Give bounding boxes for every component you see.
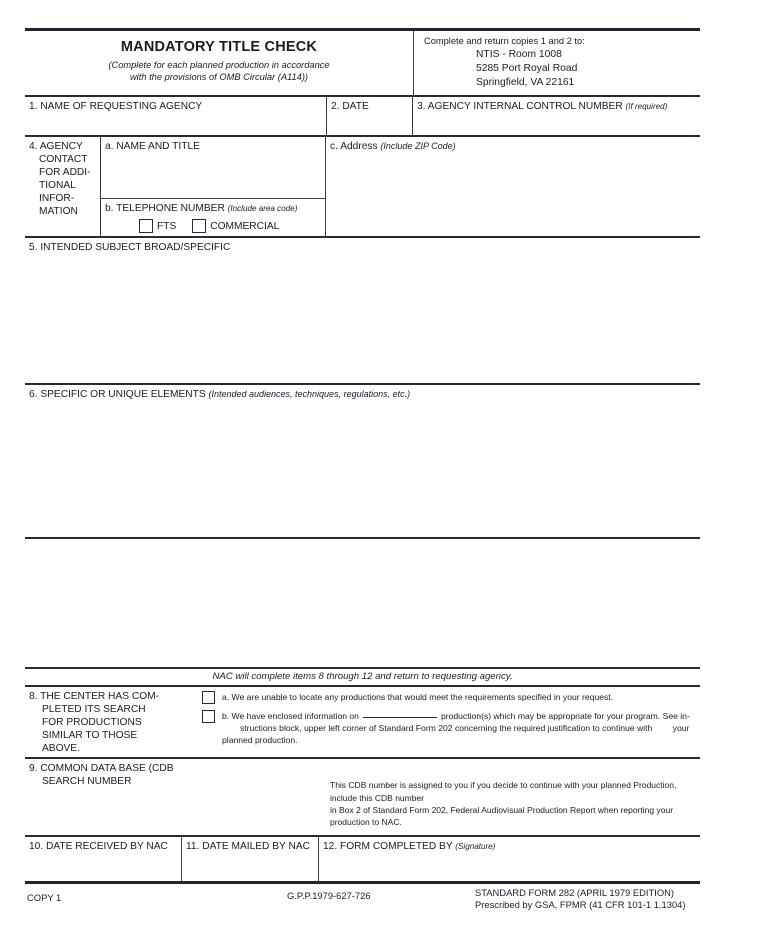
row-item-8 <box>25 687 700 757</box>
item8-label-line3: FOR PRODUCTIONS <box>42 717 142 729</box>
field-label-item6-note: (Intended audiences, techniques, regulations, etc.) <box>208 389 411 400</box>
telephone-type-checkboxes <box>105 215 325 233</box>
field-form-completed-by[interactable] <box>318 837 700 881</box>
item4-label-line4: TIONAL <box>39 180 76 192</box>
field-requesting-agency[interactable] <box>25 97 326 135</box>
return-address-line2: 5285 Port Royal Road <box>476 63 578 75</box>
item8-option-a-text: a. We are unable to locate any productions that would meet the requirements specified in your request. <box>222 692 614 703</box>
return-address-line1: NTIS - Room 1008 <box>476 49 562 61</box>
item8-option-b-text <box>222 710 696 747</box>
item9-note-line1: This CDB number is assigned to you if you decide to continue with your planned Production, include this CDB number <box>330 780 677 803</box>
row-item-4 <box>25 137 700 236</box>
form-footer <box>25 884 700 923</box>
item9-note-line2: in Box 2 of Standard Form 202, Federal Audiovisual Production Report when reporting your production to NAC. <box>330 804 674 828</box>
checkbox-enclosed-information[interactable] <box>202 710 215 723</box>
item8-option-a[interactable] <box>202 691 696 704</box>
row-item-10-11-12 <box>25 837 700 881</box>
page-title: MANDATORY TITLE CHECK <box>120 39 318 55</box>
row-item-9 <box>25 759 700 834</box>
field-label-item9 <box>25 759 190 834</box>
field-label-item6-text: 6. SPECIFIC OR UNIQUE ELEMENTS <box>29 389 206 401</box>
field-date-mailed-by-nac[interactable] <box>181 837 318 881</box>
item4-middle-column <box>100 137 326 236</box>
checkbox-fts-label: FTS <box>157 220 177 232</box>
field-date[interactable] <box>326 97 412 135</box>
form-body <box>25 28 700 923</box>
footer-standard-form-line2: Prescribed by GSA, FPMR (41 CFR 101-1 1.1304) <box>475 899 686 911</box>
item4-label-line2: CONTACT <box>39 154 88 166</box>
item8-option-b[interactable] <box>202 710 696 747</box>
field-contact-address[interactable] <box>326 137 700 236</box>
checkbox-unable-to-locate[interactable] <box>202 691 215 704</box>
field-label-item4b-text: b. TELEPHONE NUMBER <box>105 203 225 215</box>
item9-note <box>190 759 700 834</box>
field-label-item12-note: (Signature) <box>455 841 496 851</box>
footer-copy-label: COPY 1 <box>27 891 62 903</box>
checkbox-commercial-label: COMMERCIAL <box>210 220 280 232</box>
item8-production-count-blank[interactable] <box>363 717 437 718</box>
item9-label-line2: SEARCH NUMBER <box>42 776 132 788</box>
field-label-item11: 11. DATE MAILED BY NAC <box>186 840 310 852</box>
field-value-item5 <box>25 253 700 257</box>
item8-label-line4: SIMILAR TO THOSE <box>42 730 138 742</box>
field-label-item5: 5. INTENDED SUBJECT BROAD/SPECIFIC <box>29 242 231 254</box>
field-label-item4b <box>105 202 325 215</box>
field-label-item3 <box>417 100 700 113</box>
footer-standard-form <box>475 887 686 912</box>
field-label-item4c-text: c. Address <box>330 141 378 153</box>
item9-label-line1: 9. COMMON DATA BASE (CDB <box>29 763 174 775</box>
field-contact-name-and-title[interactable] <box>101 137 325 198</box>
field-label-item12-text: 12. FORM COMPLETED BY <box>323 840 453 852</box>
item4-label-line6: MATION <box>39 206 78 218</box>
field-label-item3-note: (If required) <box>625 102 668 112</box>
field-label-item1: 1. NAME OF REQUESTING AGENCY <box>29 101 203 113</box>
field-telephone-number[interactable] <box>101 198 325 236</box>
field-label-item6 <box>25 385 700 400</box>
row-item-1-2-3 <box>25 97 700 135</box>
field-agency-internal-control-number[interactable] <box>412 97 700 135</box>
item4-label-line3: FOR ADDI- <box>39 167 91 179</box>
field-label-item4 <box>25 137 100 236</box>
return-address-block <box>413 31 700 95</box>
field-label-item4b-note: (Include area code) <box>227 204 298 214</box>
nac-banner: NAC will complete items 8 through 12 and return to requesting agency. <box>212 671 513 683</box>
item8-option-b-line3: your planned production. <box>222 723 690 746</box>
field-value-item6 <box>25 400 700 404</box>
item4-label-line5: INFOR- <box>39 193 75 205</box>
footer-gpp-code: G.P.P.1979-627-726 <box>287 889 371 901</box>
field-label-item2: 2. DATE <box>331 101 369 113</box>
field-label-item4a: a. NAME AND TITLE <box>105 141 200 153</box>
title-subtitle-line1: (Complete for each planned production in accordance <box>108 60 330 70</box>
field-specific-unique-elements-continued[interactable] <box>25 539 700 667</box>
footer-standard-form-line1: STANDARD FORM 282 (APRIL 1979 EDITION) <box>475 886 675 898</box>
title-block <box>25 31 413 95</box>
item8-label-line2: PLETED ITS SEARCH <box>42 704 146 716</box>
item4-label-line1: 4. AGENCY <box>29 141 83 153</box>
form-header <box>25 31 700 95</box>
title-subtitle-line2: with the provisions of OMB Circular (A114)) <box>129 72 309 83</box>
field-specific-unique-elements[interactable] <box>25 385 700 537</box>
field-label-item4c <box>330 140 700 153</box>
item8-option-b-part2: production(s) which may be appropriate for your program. See in- <box>440 711 690 722</box>
checkbox-commercial[interactable] <box>192 219 206 233</box>
field-label-item4c-note: (Include ZIP Code) <box>380 141 456 152</box>
field-label-item10: 10. DATE RECEIVED BY NAC <box>29 840 168 852</box>
item8-label-line5: ABOVE. <box>42 743 80 755</box>
field-date-received-by-nac[interactable] <box>25 837 181 881</box>
item8-label-line1: 8. THE CENTER HAS COM- <box>29 691 159 703</box>
item8-options <box>190 687 700 757</box>
field-intended-subject[interactable] <box>25 238 700 383</box>
return-address-line3: Springfield, VA 22161 <box>476 77 575 89</box>
checkbox-fts[interactable] <box>139 219 153 233</box>
field-label-item3-text: 3. AGENCY INTERNAL CONTROL NUMBER <box>417 101 623 113</box>
item8-option-b-part1: b. We have enclosed information on <box>222 711 359 722</box>
field-label-item8 <box>25 687 190 757</box>
item8-option-b-line2: structions block, upper left corner of Standard Form 202 concerning the required justification to continue with <box>240 723 653 734</box>
field-label-item12 <box>323 840 700 853</box>
return-instruction: Complete and return copies 1 and 2 to: <box>424 36 585 46</box>
